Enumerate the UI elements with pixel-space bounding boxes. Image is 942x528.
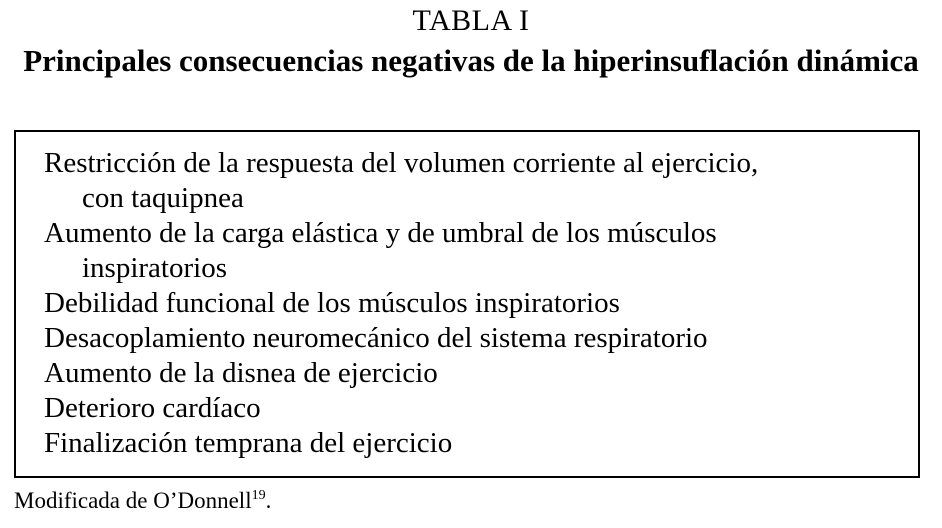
table-row [44,216,894,286]
row-text-continuation: inspiratorios [82,252,227,284]
table-body [14,130,920,478]
table-row [44,356,894,391]
row-text: Desacoplamiento neuromecánico del sistema respiratorio [44,322,708,354]
footnote-reference: 19 [251,488,266,503]
table-footnote [14,486,271,516]
row-text-continuation: con taquipnea [82,182,244,214]
row-text: Restricción de la respuesta del volumen corriente al ejercicio, [44,147,759,179]
footnote-text: Modificada de O’Donnell [14,488,252,513]
row-text: Aumento de la disnea de ejercicio [44,357,438,389]
table-row [44,391,894,426]
footnote-period: . [265,488,272,513]
table-row [44,146,894,216]
row-text: Finalización temprana del ejercicio [44,427,453,459]
table-row [44,286,894,321]
row-text: Aumento de la carga elástica y de umbral de los músculos [44,217,717,249]
table-row [44,426,894,461]
row-text: Deterioro cardíaco [44,392,261,424]
table-title: Principales consecuencias negativas de la hiperinsuflación dinámica [23,43,919,78]
table-label: TABLA I [412,4,530,37]
row-text: Debilidad funcional de los músculos inspiratorios [44,287,620,319]
table-row [44,321,894,356]
